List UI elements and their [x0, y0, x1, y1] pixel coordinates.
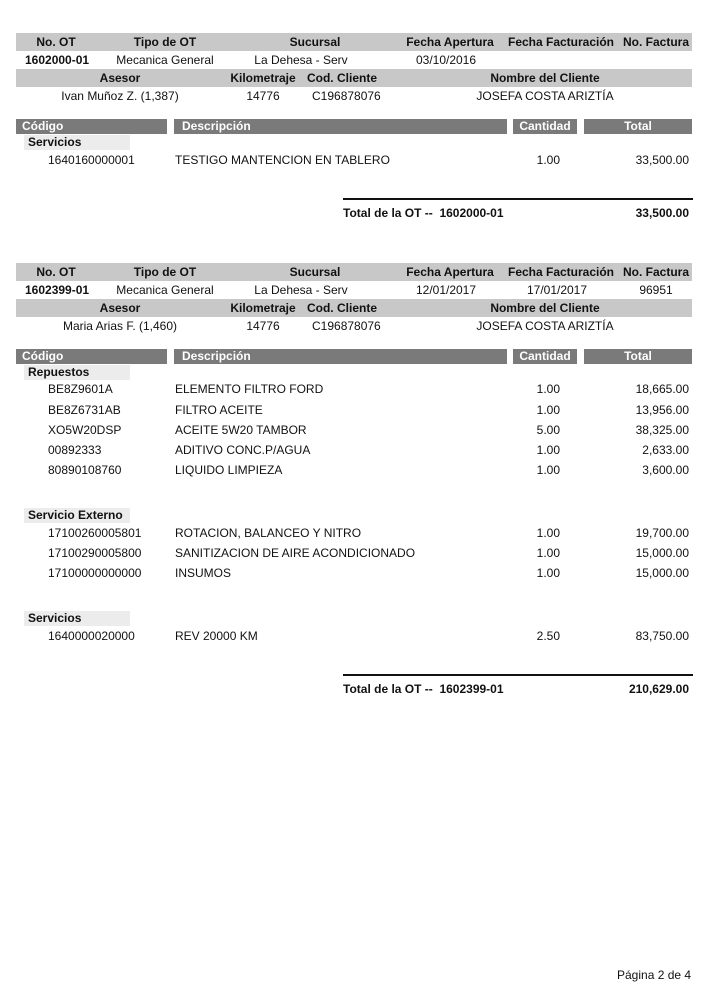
- line-item: [0, 440, 707, 460]
- col-codigo: Código: [16, 349, 167, 364]
- page-number: Página 2 de 4: [617, 968, 692, 982]
- item-cantidad: 1.00: [536, 403, 560, 417]
- sucursal-value: La Dehesa - Serv: [254, 283, 348, 297]
- no-ot-value: 1602000-01: [25, 53, 90, 67]
- line-item: [0, 400, 707, 420]
- group-label: Servicios: [24, 135, 130, 150]
- item-descripcion: SANITIZACION DE AIRE ACONDICIONADO: [175, 546, 416, 560]
- item-cantidad: 1.00: [536, 382, 560, 396]
- no-ot-value: 1602399-01: [25, 283, 90, 297]
- col-asesor: Asesor: [99, 301, 141, 315]
- asesor-value: Maria Arias F. (1,460): [62, 319, 178, 333]
- item-cantidad: 1.00: [536, 526, 560, 540]
- item-cantidad: 5.00: [536, 423, 560, 437]
- fecha-apertura-value: 12/01/2017: [415, 283, 477, 297]
- line-item: [0, 379, 707, 399]
- kilometraje-value: 14776: [246, 89, 280, 103]
- item-descripcion: LIQUIDO LIMPIEZA: [175, 463, 283, 477]
- col-cod-cliente: Cod. Cliente: [306, 71, 377, 85]
- no-factura-value: 96951: [639, 283, 673, 297]
- col-asesor: Asesor: [99, 71, 141, 85]
- total-ot-number: 1602399-01: [439, 682, 504, 696]
- item-descripcion: REV 20000 KM: [175, 629, 258, 643]
- col-codigo: Código: [16, 119, 167, 134]
- item-descripcion: ROTACION, BALANCEO Y NITRO: [175, 526, 362, 540]
- item-cantidad: 1.00: [536, 566, 560, 580]
- order-total-row: [0, 203, 707, 223]
- item-total: 18,665.00: [635, 382, 689, 396]
- col-kilometraje: Kilometraje: [230, 71, 296, 85]
- item-cantidad: 2.50: [536, 629, 560, 643]
- group-label: Repuestos: [24, 365, 130, 380]
- item-codigo: 1640160000001: [48, 153, 135, 167]
- item-total: 38,325.00: [635, 423, 689, 437]
- col-sucursal: Sucursal: [289, 265, 341, 279]
- col-total: Total: [584, 119, 692, 134]
- col-tipo-ot: Tipo de OT: [133, 265, 197, 279]
- col-tipo-ot: Tipo de OT: [133, 35, 197, 49]
- item-codigo: BE8Z6731AB: [48, 403, 121, 417]
- item-total: 83,750.00: [635, 629, 689, 643]
- item-codigo: 80890108760: [48, 463, 122, 477]
- group-label: Servicio Externo: [24, 508, 130, 523]
- col-kilometraje: Kilometraje: [230, 301, 296, 315]
- col-fecha-apertura: Fecha Apertura: [406, 265, 494, 279]
- total-rule: [343, 674, 693, 676]
- item-descripcion: FILTRO ACEITE: [175, 403, 263, 417]
- asesor-value: Ivan Muñoz Z. (1,387): [61, 89, 179, 103]
- line-item: [0, 150, 707, 170]
- item-codigo: 00892333: [48, 443, 102, 457]
- col-no-ot: No. OT: [36, 265, 76, 279]
- col-cod-cliente: Cod. Cliente: [306, 301, 377, 315]
- col-cantidad: Cantidad: [513, 119, 577, 134]
- nombre-cliente-value: JOSEFA COSTA ARIZTÍA: [476, 319, 614, 333]
- col-nombre-cliente: Nombre del Cliente: [490, 301, 600, 315]
- line-item: [0, 626, 707, 646]
- total-ot-label: [343, 203, 504, 223]
- item-total: 19,700.00: [635, 526, 689, 540]
- col-no-factura: No. Factura: [622, 35, 689, 49]
- fecha-facturacion-value: 17/01/2017: [526, 283, 588, 297]
- line-item: [0, 523, 707, 543]
- col-fecha-apertura: Fecha Apertura: [406, 35, 494, 49]
- line-item: [0, 420, 707, 440]
- col-nombre-cliente: Nombre del Cliente: [490, 71, 600, 85]
- group-label: Servicios: [24, 611, 130, 626]
- item-cantidad: 1.00: [536, 463, 560, 477]
- item-total: 15,000.00: [635, 566, 689, 580]
- item-total: 3,600.00: [642, 463, 689, 477]
- item-descripcion: ACEITE 5W20 TAMBOR: [175, 423, 307, 437]
- col-descripcion: Descripción: [174, 349, 507, 364]
- total-ot-number: 1602000-01: [439, 206, 504, 220]
- col-cantidad: Cantidad: [513, 349, 577, 364]
- line-item: [0, 460, 707, 480]
- col-fecha-facturacion: Fecha Facturación: [507, 265, 615, 279]
- item-codigo: 1640000020000: [48, 629, 135, 643]
- col-no-factura: No. Factura: [622, 265, 689, 279]
- total-rule: [343, 198, 693, 200]
- col-no-ot: No. OT: [36, 35, 76, 49]
- fecha-apertura-value: 03/10/2016: [415, 53, 477, 67]
- total-ot-prefix: Total de la OT --: [343, 206, 433, 220]
- col-sucursal: Sucursal: [289, 35, 341, 49]
- total-ot-value: 210,629.00: [628, 682, 689, 696]
- sucursal-value: La Dehesa - Serv: [254, 53, 348, 67]
- item-descripcion: INSUMOS: [175, 566, 232, 580]
- total-ot-value: 33,500.00: [635, 206, 689, 220]
- order-total-row: [0, 679, 707, 699]
- nombre-cliente-value: JOSEFA COSTA ARIZTÍA: [476, 89, 614, 103]
- line-item: [0, 563, 707, 583]
- cod-cliente-value: C196878076: [312, 319, 381, 333]
- kilometraje-value: 14776: [246, 319, 280, 333]
- item-cantidad: 1.00: [536, 443, 560, 457]
- item-descripcion: TESTIGO MANTENCION EN TABLERO: [175, 153, 390, 167]
- item-total: 33,500.00: [635, 153, 689, 167]
- item-cantidad: 1.00: [536, 153, 560, 167]
- item-descripcion: ADITIVO CONC.P/AGUA: [175, 443, 311, 457]
- col-descripcion: Descripción: [174, 119, 507, 134]
- item-cantidad: 1.00: [536, 546, 560, 560]
- total-ot-prefix: Total de la OT --: [343, 682, 433, 696]
- item-codigo: 17100000000000: [48, 566, 142, 580]
- item-codigo: XO5W20DSP: [48, 423, 122, 437]
- cod-cliente-value: C196878076: [312, 89, 381, 103]
- item-total: 2,633.00: [642, 443, 689, 457]
- item-codigo: 17100260005801: [48, 526, 142, 540]
- item-total: 15,000.00: [635, 546, 689, 560]
- item-descripcion: ELEMENTO FILTRO FORD: [175, 382, 324, 396]
- total-ot-label: [343, 679, 504, 699]
- item-codigo: BE8Z9601A: [48, 382, 113, 396]
- col-total: Total: [584, 349, 692, 364]
- item-codigo: 17100290005800: [48, 546, 142, 560]
- line-item: [0, 543, 707, 563]
- item-total: 13,956.00: [635, 403, 689, 417]
- col-fecha-facturacion: Fecha Facturación: [507, 35, 615, 49]
- tipo-ot-value: Mecanica General: [116, 53, 214, 67]
- tipo-ot-value: Mecanica General: [116, 283, 214, 297]
